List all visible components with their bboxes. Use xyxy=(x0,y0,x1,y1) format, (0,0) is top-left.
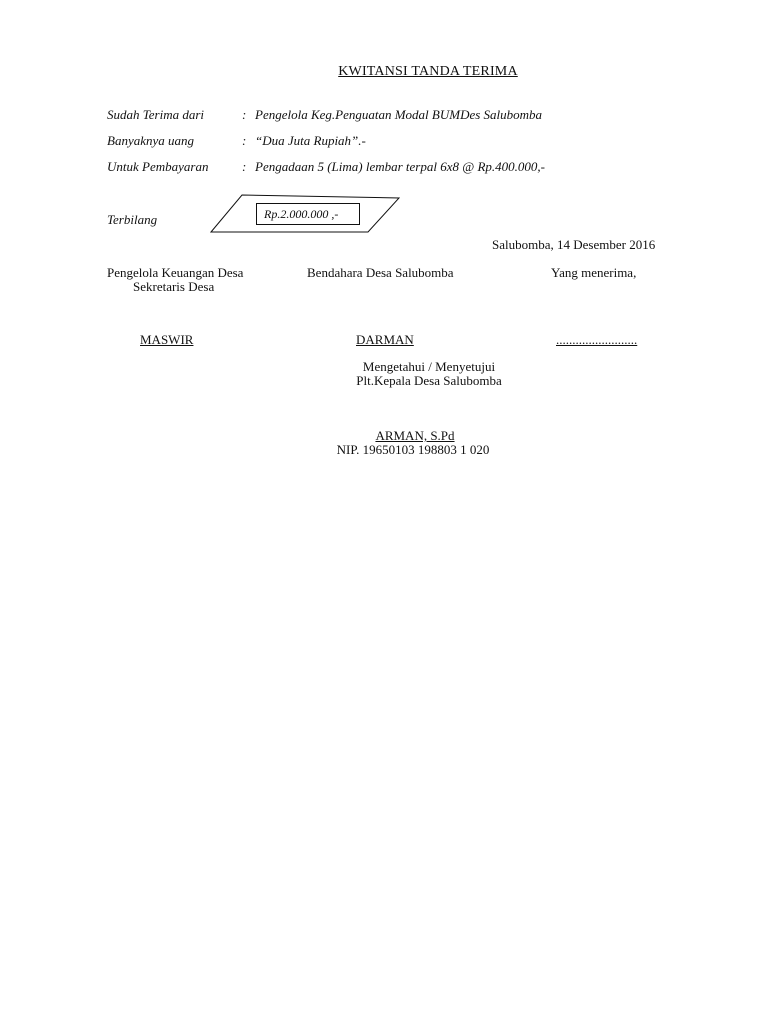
finance-manager-role: Pengelola Keuangan Desa xyxy=(107,265,244,280)
received-from-label: Sudah Terima dari xyxy=(107,107,205,122)
payment-purpose-colon: : xyxy=(242,159,247,174)
amount-words-value: “Dua Juta Rupiah”.- xyxy=(255,133,366,148)
place-date: Salubomba, 14 Desember 2016 xyxy=(492,237,656,252)
village-head-nip: NIP. 19650103 198803 1 020 xyxy=(336,442,490,457)
recipient-signature-line: ......................... xyxy=(556,332,638,347)
received-from-colon: : xyxy=(242,107,247,122)
amount-words-colon: : xyxy=(242,133,247,148)
payment-purpose-label: Untuk Pembayaran xyxy=(107,159,209,174)
finance-manager-name: MASWIR xyxy=(140,332,194,347)
document-title: KWITANSI TANDA TERIMA xyxy=(338,64,518,79)
recipient-role: Yang menerima, xyxy=(551,265,637,280)
approval-line-1: Mengetahui / Menyetujui xyxy=(362,359,496,374)
terbilang-label: Terbilang xyxy=(107,212,158,227)
treasurer-role: Bendahara Desa Salubomba xyxy=(307,265,454,280)
amount-words-label: Banyaknya uang xyxy=(107,133,195,148)
approval-line-2: Plt.Kepala Desa Salubomba xyxy=(356,373,502,388)
treasurer-name: DARMAN xyxy=(356,332,414,347)
amount-figure: Rp.2.000.000 ,- xyxy=(256,203,360,225)
village-head-name: ARMAN, S.Pd xyxy=(375,428,455,443)
village-secretary-role: Sekretaris Desa xyxy=(133,279,215,294)
payment-purpose-value: Pengadaan 5 (Lima) lembar terpal 6x8 @ Rp.400.000,- xyxy=(255,159,545,174)
received-from-value: Pengelola Keg.Penguatan Modal BUMDes Salubomba xyxy=(255,107,543,122)
